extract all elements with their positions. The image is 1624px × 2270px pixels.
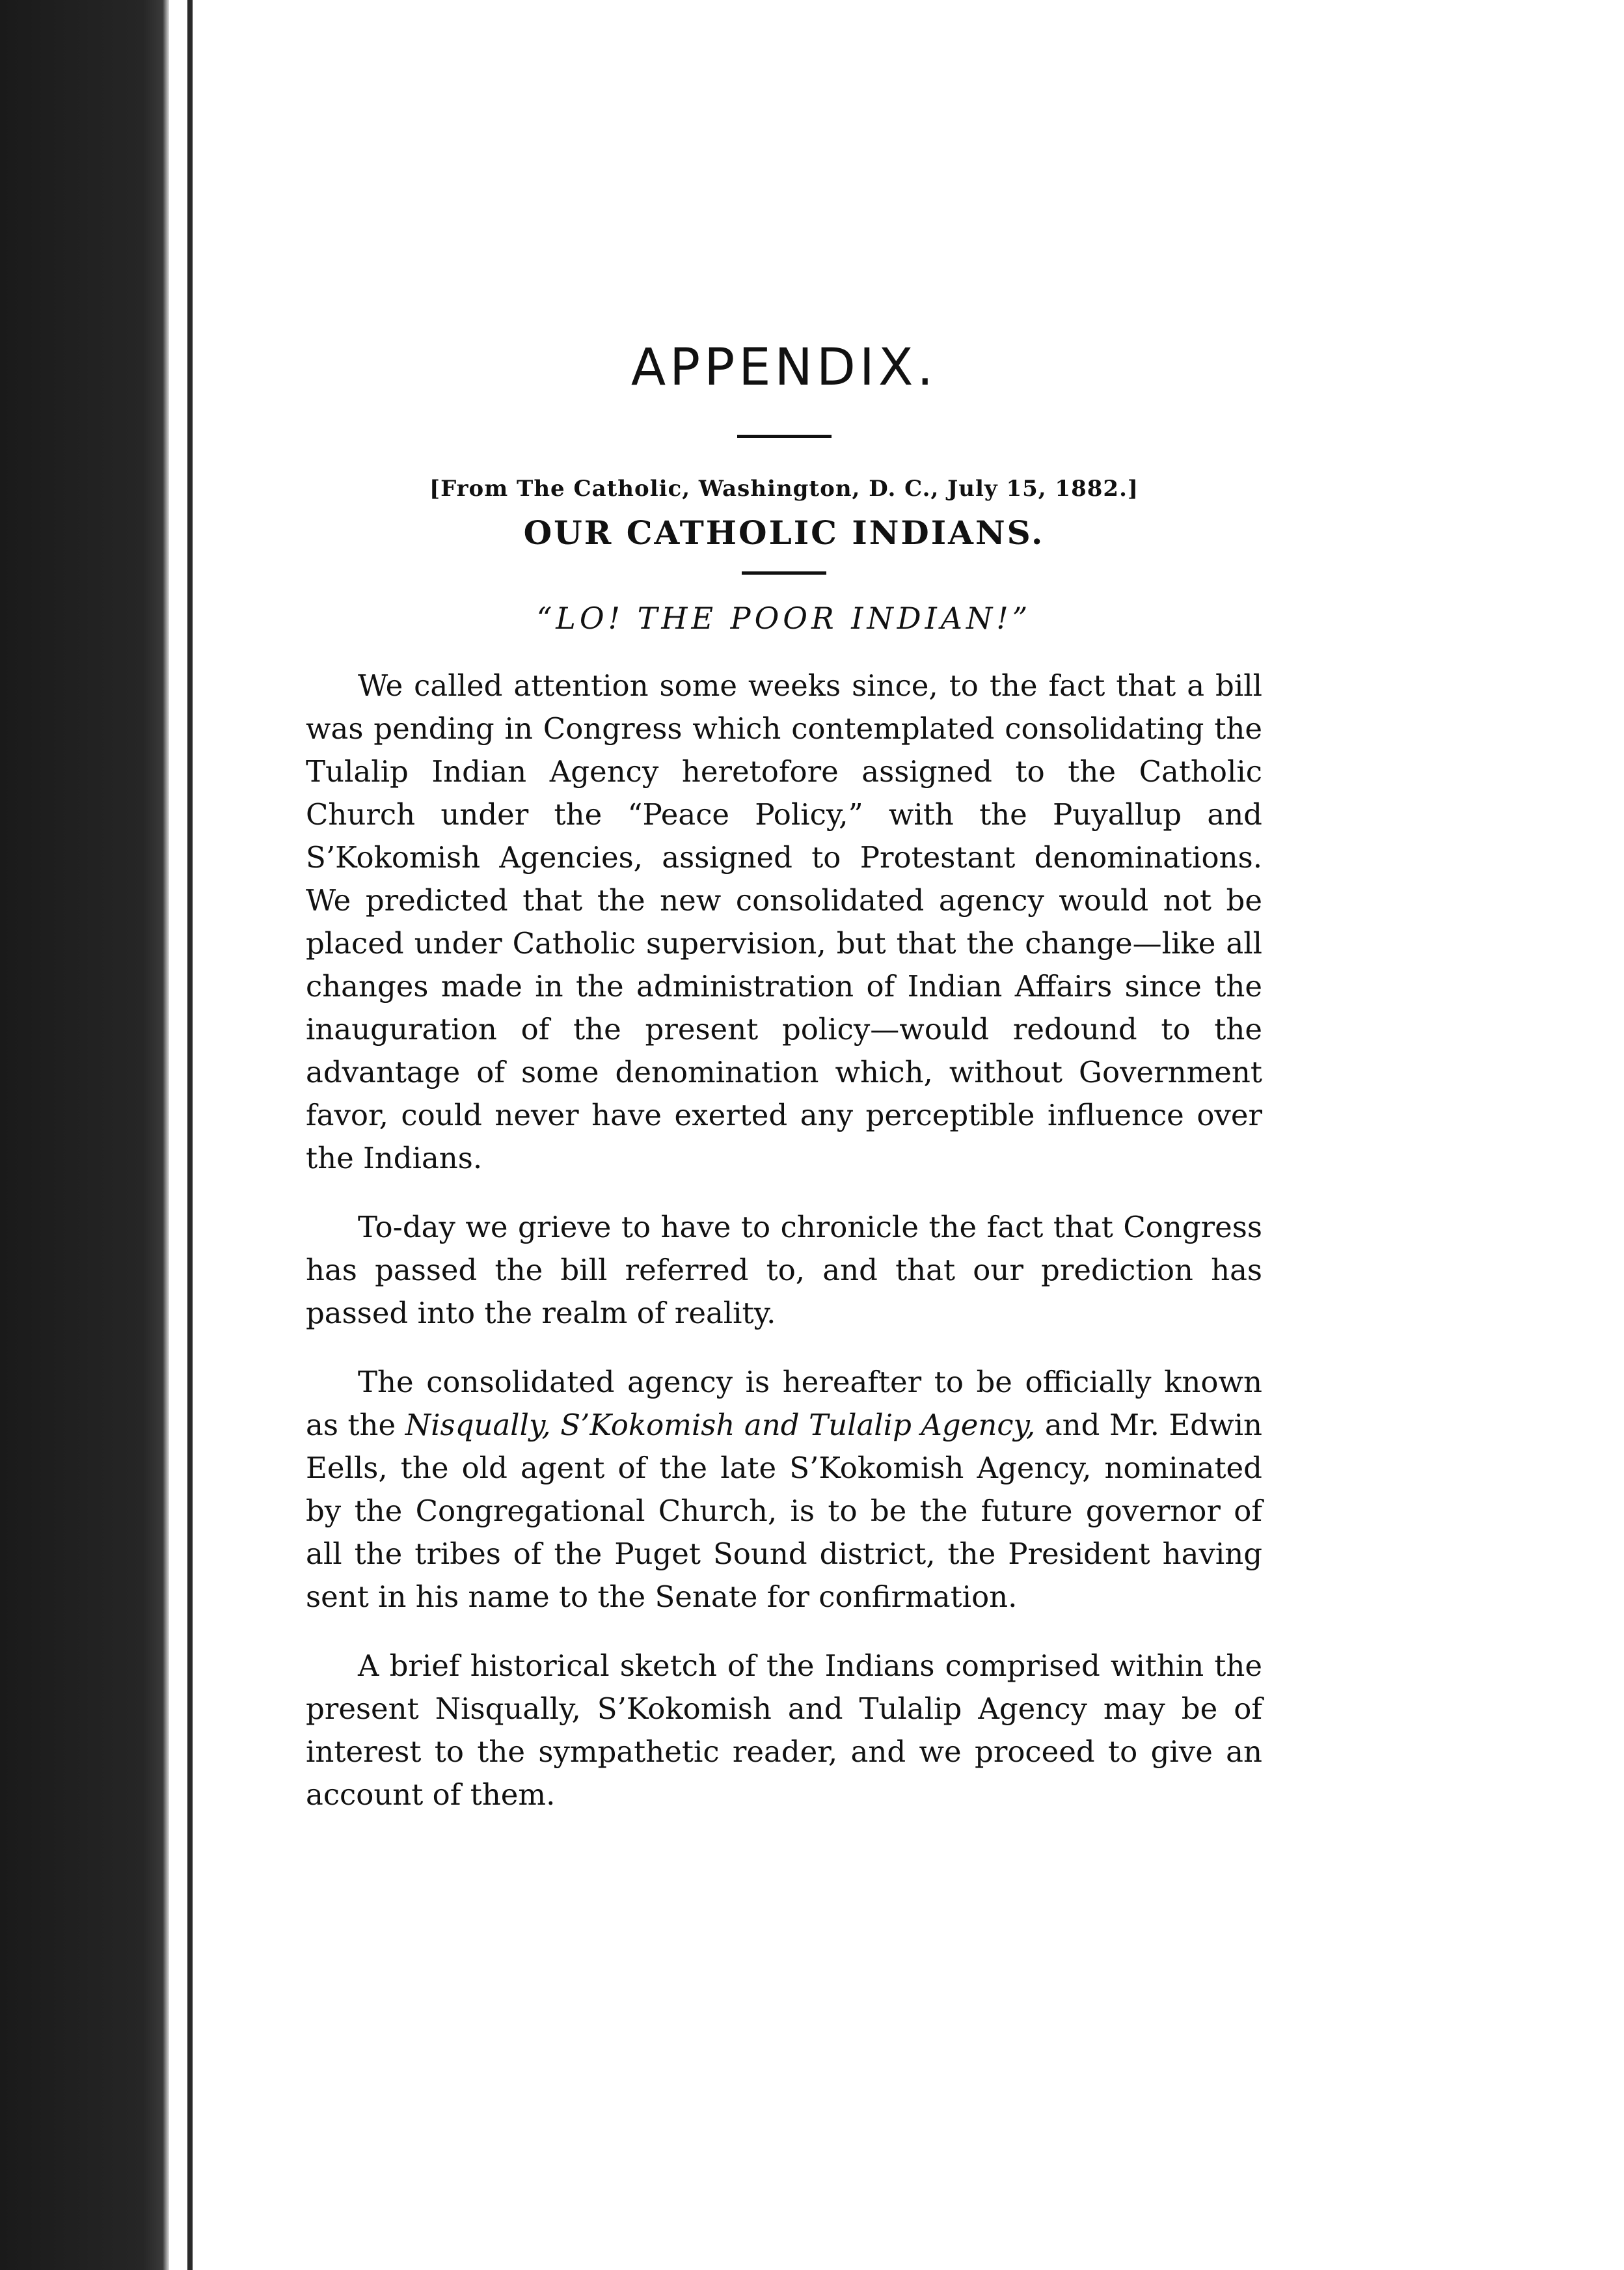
paragraph-text: The consolidated agency is hereafter to be officially known as the	[306, 1365, 1262, 1442]
article-subtitle: “LO! THE POOR INDIAN!”	[536, 601, 1032, 636]
divider-rule	[737, 435, 832, 438]
article-title: OUR CATHOLIC INDIANS.	[523, 513, 1045, 552]
paragraph: A brief historical sketch of the Indians comprised within the present Nisqually, S’Kokomish and Tulalip Agency may be of interest to the sympathetic reader, and we proceed to give an account of them.	[306, 1648, 1262, 1812]
paragraph: To-day we grieve to have to chronicle the fact that Congress has passed the bill referred to, and that our prediction has passed into the realm of reality.	[306, 1210, 1262, 1330]
page-content	[306, 338, 1262, 1842]
paragraph: We called attention some weeks since, to the fact that a bill was pending in Congress which contemplated consolidating the Tulalip Indian Agency heretofore assigned to the Catholic Church under the “Peace Policy,” with the Puyallup and S’Kokomish Agencies, assigned to Protestant denominations. We predicted that the new consolidated agency would not be placed under Catholic supervision, but that the change—like all changes made in the administration of Indian Affairs since the inauguration of the present policy—would redound to the advantage of some denomination which, without Government favor, could never have exerted any perceptible influence over the Indians.	[306, 668, 1262, 1175]
appendix-heading: APPENDIX.	[630, 338, 938, 397]
divider-rule	[742, 571, 826, 575]
page-gutter	[187, 0, 193, 2270]
paragraph-text: and Mr. Edwin Eells, the old agent of the late S’Kokomish Agency, nominated by the Congregational Church, is to be the future governor of all the tribes of the Puget Sound district, the President having sent in his name to the Senate for confirmation.	[306, 1408, 1262, 1614]
source-citation: [From The Catholic, Washington, D. C., July 15, 1882.]	[429, 476, 1139, 502]
paragraph	[306, 1361, 1262, 1619]
agency-name-italic: Nisqually, S’Kokomish and Tulalip Agency,	[405, 1408, 1036, 1442]
scan-left-margin	[0, 0, 169, 2270]
